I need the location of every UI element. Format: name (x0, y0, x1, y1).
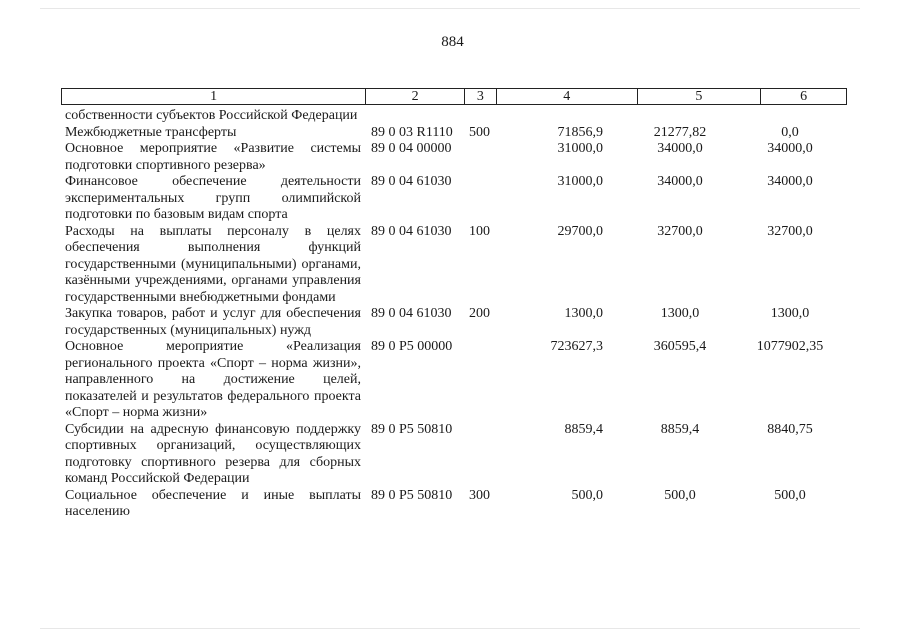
row-value-4: 31000,0 (557, 174, 603, 189)
scan-mark-top (40, 8, 860, 9)
row-value-6: 1300,0 (770, 306, 810, 321)
table-body (65, 108, 847, 521)
header-col-3: 3 (465, 89, 497, 104)
row-value-5: 360595,4 (653, 339, 707, 354)
row-value-5: 1300,0 (660, 306, 700, 321)
row-value-6: 32700,0 (767, 223, 813, 239)
table-header (61, 88, 847, 105)
table-row (65, 488, 847, 521)
row-name: собственности субъектов Российской Федерации (65, 108, 358, 123)
row-code: 89 0 04 61030 (371, 306, 452, 321)
header-col-6: 6 (800, 89, 808, 104)
row-value-4: 71856,9 (557, 124, 603, 140)
header-col-1: 1 (62, 89, 366, 104)
table-row (65, 306, 847, 339)
table-row (65, 141, 847, 174)
scan-mark-bottom (40, 628, 860, 629)
row-value-6: 0,0 (781, 124, 799, 140)
row-name: Закупка товаров, работ и услуг для обеспечения государственных (муниципальных) нужд (65, 306, 361, 338)
row-value-6: 1077902,35 (756, 339, 824, 354)
row-value-5: 32700,0 (657, 223, 703, 239)
table-row (65, 125, 847, 142)
row-value-4: 500,0 (571, 487, 603, 503)
page-number: 884 (441, 34, 464, 50)
table-row (65, 174, 847, 224)
row-value-6: 8840,75 (767, 421, 813, 437)
row-name: Социальное обеспечение и иные выплаты населению (65, 487, 361, 519)
row-code: 89 0 04 00000 (371, 141, 452, 156)
row-value-5: 34000,0 (657, 141, 703, 156)
row-vr: 100 (469, 223, 490, 239)
row-code: 89 0 P5 50810 (371, 421, 453, 437)
table-row (65, 422, 847, 488)
row-name: Расходы на выплаты персоналу в целях обеспечения выполнения функций государственными (муниципальными) органами, казёнными учреждениями, органами управления государственными внебюджетными фондами (65, 223, 361, 305)
row-code: 89 0 P5 00000 (371, 339, 453, 354)
row-code: 89 0 03 R1110 (371, 124, 453, 140)
row-value-4: 723627,3 (550, 339, 603, 354)
row-value-5: 34000,0 (657, 174, 703, 189)
row-name: Межбюджетные трансферты (65, 124, 237, 140)
row-value-5: 21277,82 (653, 124, 707, 140)
row-vr: 300 (469, 487, 490, 503)
row-value-4: 1300,0 (564, 306, 603, 321)
row-value-4: 29700,0 (557, 223, 603, 239)
row-name: Финансовое обеспечение деятельности экспериментальных групп олимпийской подготовки по базовым видам спорта (65, 174, 361, 222)
row-name: Основное мероприятие «Реализация регионального проекта «Спорт – норма жизни», направленного на достижение целей, показателей и результатов федерального проекта «Спорт – норма жизни» (65, 339, 361, 420)
row-name: Основное мероприятие «Развитие системы подготовки спортивного резерва» (65, 141, 361, 173)
row-vr: 200 (469, 306, 490, 321)
row-code: 89 0 04 61030 (371, 174, 452, 189)
header-col-4: 4 (497, 89, 638, 104)
row-value-5: 8859,4 (660, 421, 700, 437)
row-vr: 500 (469, 124, 490, 140)
table-row (65, 108, 847, 125)
row-value-4: 8859,4 (564, 421, 603, 437)
header-col-5: 5 (638, 89, 762, 104)
table-row (65, 224, 847, 307)
row-name: Субсидии на адресную финансовую поддержку спортивных организаций, осуществляющих подготовку спортивного резерва для сборных команд Российской Федерации (65, 421, 361, 486)
row-value-6: 34000,0 (767, 174, 813, 189)
row-value-4: 31000,0 (557, 141, 603, 156)
row-value-5: 500,0 (664, 487, 696, 503)
row-value-6: 34000,0 (767, 141, 813, 156)
row-code: 89 0 P5 50810 (371, 487, 453, 503)
table-row (65, 339, 847, 422)
header-col-2: 2 (366, 89, 465, 104)
row-value-6: 500,0 (774, 487, 806, 503)
row-code: 89 0 04 61030 (371, 223, 452, 239)
